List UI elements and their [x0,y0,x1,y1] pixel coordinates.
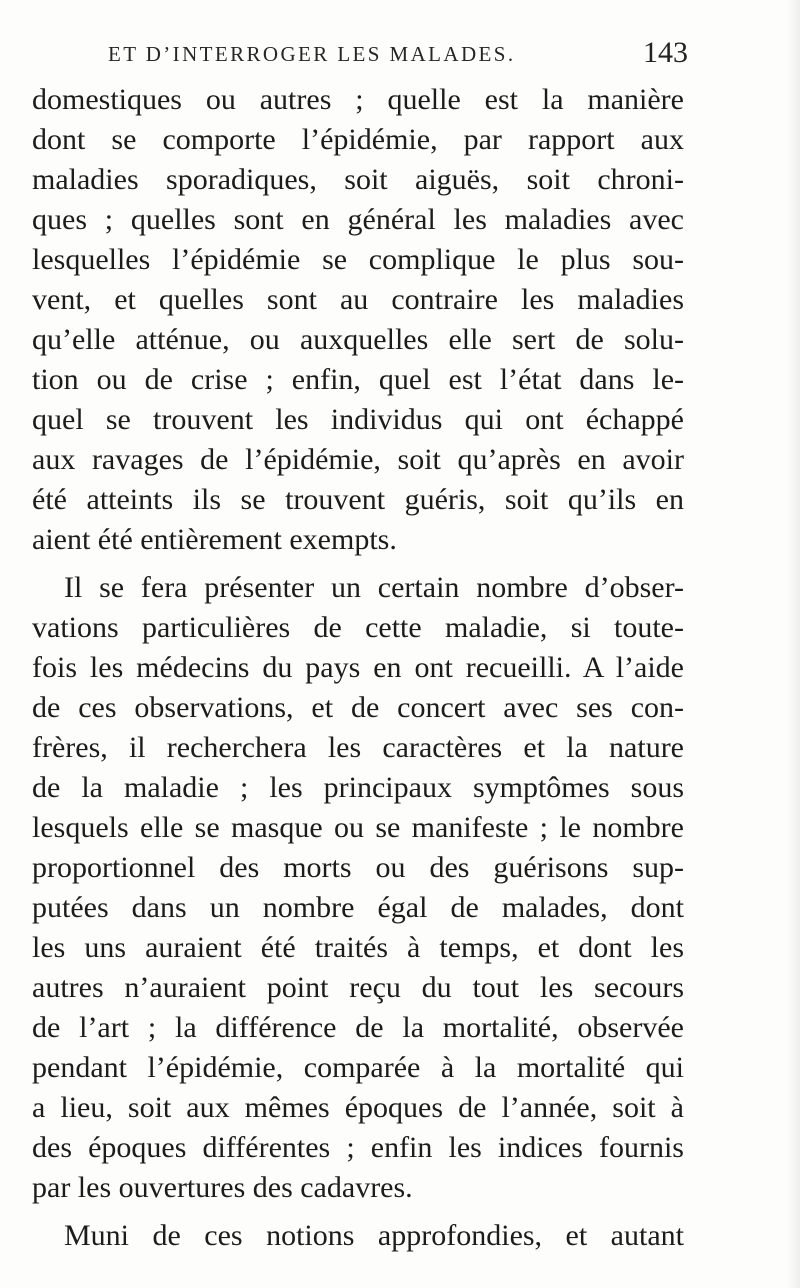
text-line: ques ; quelles sont en général les maladies avec [32,203,684,236]
page-edge-shadow [786,0,800,1288]
text-line: de l’art ; la différence de la mortalité, observée [32,1011,684,1044]
text-line: maladies sporadiques, soit aiguës, soit chroni- [32,163,684,196]
text-line: de la maladie ; les principaux symptômes sous [32,771,684,804]
text-line: vent, et quelles sont au contraire les maladies [32,283,684,316]
text-line: les uns auraient été traités à temps, et dont les [32,931,684,964]
text-line: tion ou de crise ; enfin, quel est l’état dans le- [32,363,684,396]
text-line: Muni de ces notions approfondies, et autant [64,1219,684,1252]
text-line: par les ouvertures des cadavres. [32,1171,413,1204]
text-line: lesquels elle se masque ou se manifeste ; le nombre [32,811,684,844]
paragraph-1 [32,80,684,560]
running-title: ET D’INTERROGER LES MALADES. [108,42,516,66]
text-line: proportionnel des morts ou des guérisons sup- [32,851,684,884]
text-line: dont se comporte l’épidémie, par rapport aux [32,123,684,156]
text-line: domestiques ou autres ; quelle est la manière [32,83,684,116]
text-line: aient été entièrement exempts. [32,523,397,556]
text-line: a lieu, soit aux mêmes époques de l’année, soit à [32,1091,684,1124]
body-text [32,80,684,1256]
text-line: des époques différentes ; enfin les indices fournis [32,1131,684,1164]
running-head [108,36,688,76]
text-line: fois les médecins du pays en ont recueilli. A l’aide [32,651,684,684]
text-line: aux ravages de l’épidémie, soit qu’après en avoir [32,443,684,476]
text-line: qu’elle atténue, ou auxquelles elle sert de solu- [32,323,684,356]
text-line: lesquelles l’épidémie se complique le plus sou- [32,243,684,276]
text-line: de ces observations, et de concert avec ses con- [32,691,684,724]
text-line: autres n’auraient point reçu du tout les secours [32,971,684,1004]
text-line: putées dans un nombre égal de malades, dont [32,891,684,924]
text-line: été atteints ils se trouvent guéris, soit qu’ils en [32,483,684,516]
paragraph-3 [32,1216,684,1256]
text-line: Il se fera présenter un certain nombre d’obser- [64,571,684,604]
text-line: vations particulières de cette maladie, si toute- [32,611,684,644]
text-line: frères, il recherchera les caractères et la nature [32,731,684,764]
page-number: 143 [643,36,688,69]
text-line: pendant l’épidémie, comparée à la mortalité qui [32,1051,684,1084]
text-line: quel se trouvent les individus qui ont échappé [32,403,684,436]
paragraph-2 [32,568,684,1208]
